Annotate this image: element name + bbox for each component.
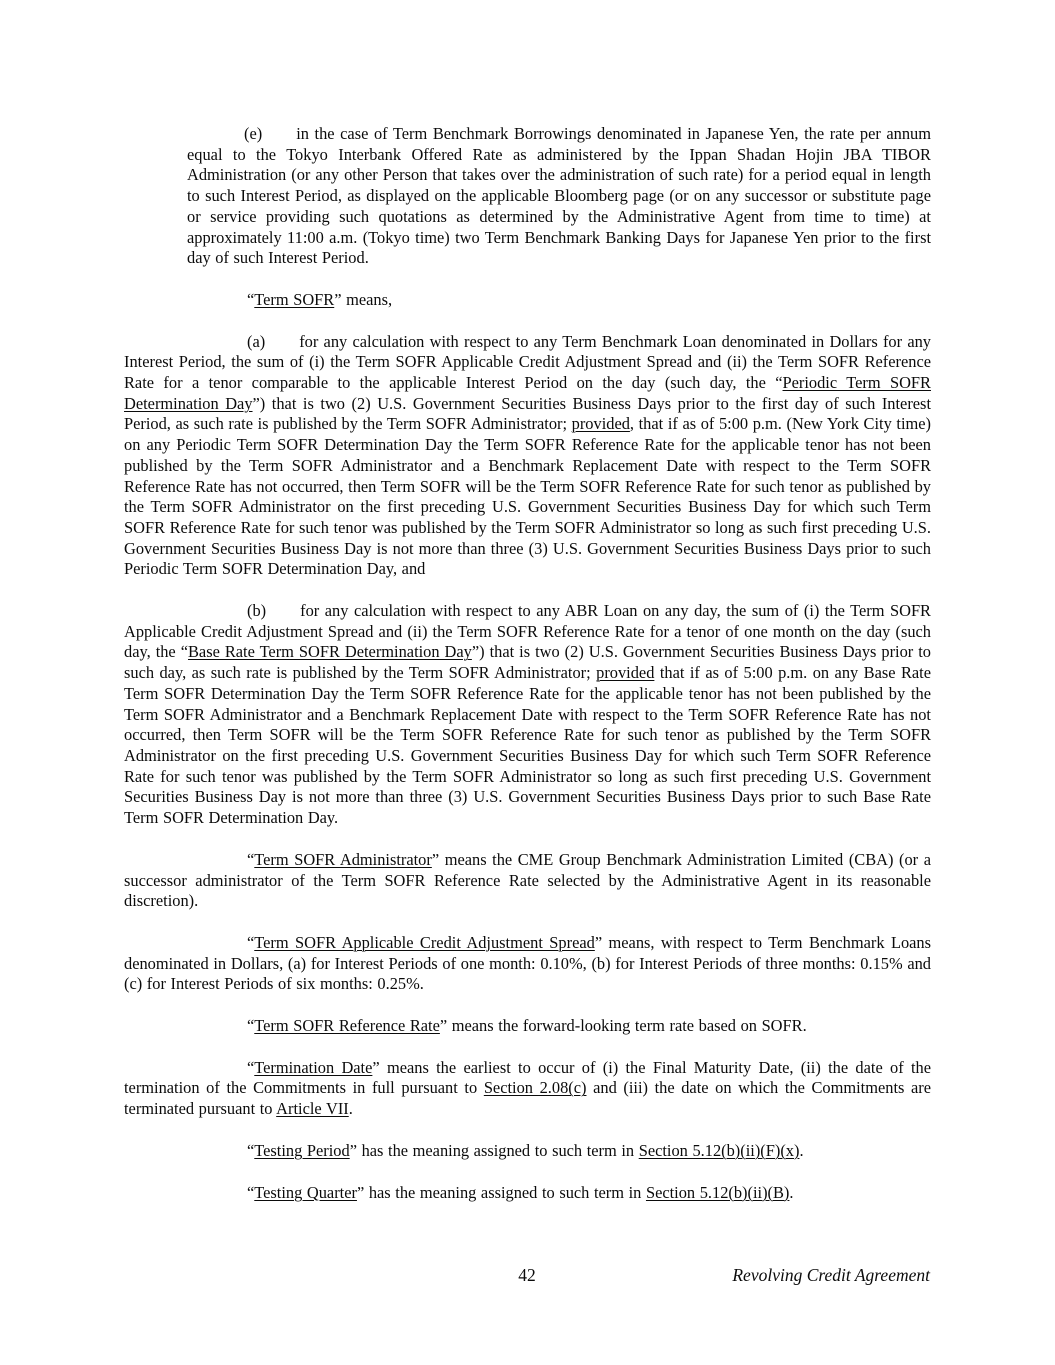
text-run: Termination Date bbox=[254, 1057, 373, 1077]
text-run: Term SOFR Applicable Credit Adjustment Spread bbox=[254, 932, 595, 952]
text-run: Section 5.12(b)(ii)(B) bbox=[645, 1182, 790, 1202]
paragraph bbox=[124, 850, 931, 912]
text-run: . bbox=[789, 1182, 794, 1202]
text-run: ”) that is two (2) U.S. Government Securities Business Days prior to the first day of such Interest Period, as such rate is published by the Term SOFR Administrator; bbox=[124, 393, 931, 434]
text-run: Periodic Term SOFR Determination Day bbox=[124, 373, 931, 413]
paragraph bbox=[124, 290, 931, 311]
text-run: “ bbox=[247, 849, 255, 869]
text-run: Article VII bbox=[276, 1099, 349, 1119]
text-run: that if as of 5:00 p.m. on any Base Rate Term SOFR Determination Day the Term SOFR Reference Rate for the applicable tenor has not been published by the Term SOFR Administrator and a Benchmark Replacement Date with respect to the Term SOFR Reference Rate has not occurred, then Term SOFR will be the Term SOFR Reference Rate for such tenor as published by the Term SOFR Administrator on the first preceding U.S. Government Securities Business Day for which such Term SOFR Reference Rate for such tenor was published by the Term SOFR Administrator so long as such first preceding U.S. Government Securities Business Day is not more than three (3) U.S. Government Securities Business Days prior to such Base Rate Term SOFR Determination Day. bbox=[124, 663, 931, 828]
paragraph bbox=[124, 1016, 931, 1037]
text-run: for any calculation with respect to any Term Benchmark Loan denominated in Dollars for any Interest Period, the sum of (i) the Term SOFR Applicable Credit Adjustment Spread and (ii) the Term SOFR Reference Rate for a tenor comparable to the applicable Interest Period on the day (such day, the “ bbox=[124, 331, 931, 393]
text-run: Section 2.08(c) bbox=[483, 1078, 587, 1098]
text-run: Section 5.12(b)(ii)(F)(x) bbox=[638, 1140, 800, 1160]
paragraph bbox=[124, 933, 931, 995]
text-run: for any calculation with respect to any ABR Loan on any day, the sum of (i) the Term SOFR Applicable Credit Adjustment Spread and (ii) the Term SOFR Reference Rate for a tenor of one month on the day (such day, the “ bbox=[124, 601, 931, 662]
text-run: “ bbox=[247, 1016, 255, 1036]
text-run: (a) bbox=[247, 331, 266, 351]
paragraph bbox=[124, 1141, 931, 1162]
text-run: and (iii) the date on which the Commitments are terminated pursuant to bbox=[124, 1078, 932, 1119]
text-run: “ bbox=[247, 289, 255, 309]
text-run: “ bbox=[247, 932, 255, 952]
text-run: “ bbox=[247, 1182, 255, 1202]
text-run: ” means the earliest to occur of (i) the Final Maturity Date, (ii) the date of the termination of the Commitments in full pursuant to bbox=[124, 1057, 931, 1098]
text-run: Term SOFR bbox=[254, 289, 335, 309]
paragraph bbox=[124, 1058, 931, 1120]
text-run: provided bbox=[571, 414, 630, 434]
text-run: in the case of Term Benchmark Borrowings denominated in Japanese Yen, the rate per annum equal to the Tokyo Interbank Offered Rate as administered by the Ippan Shadan Hojin JBA TIBOR Administration (or any other Person that takes over the administration of such rate) for a period equal in length to such Interest Period, as displayed on the applicable Bloomberg page (or on any successor or substitute page or service providing such quotations as determined by the Administrative Agent from time to time) at approximately 11:00 a.m. (Tokyo time) two Term Benchmark Banking Days for Japanese Yen prior to the first day of such Interest Period. bbox=[187, 124, 931, 268]
text-run: Testing Quarter bbox=[254, 1182, 357, 1202]
text-run: Term SOFR Administrator bbox=[254, 849, 432, 869]
text-run: ”) that is two (2) U.S. Government Securities Business Days prior to such day, as such rate is published by the Term SOFR Administrator; bbox=[124, 642, 932, 683]
text-run: Term SOFR Reference Rate bbox=[254, 1016, 440, 1036]
text-run: . bbox=[348, 1099, 353, 1119]
text-run: (b) bbox=[247, 601, 267, 621]
paragraph bbox=[124, 1183, 931, 1204]
paragraph bbox=[124, 332, 931, 580]
text-run: . bbox=[799, 1140, 804, 1160]
paragraph bbox=[187, 124, 931, 269]
text-run: ” means, with respect to Term Benchmark Loans denominated in Dollars, (a) for Interest Periods of one month: 0.10%, (b) for Interest Periods of three months: 0.15% and (c) for Interest Periods of six months: 0.25%. bbox=[124, 932, 931, 994]
text-run: ” means, bbox=[334, 289, 393, 309]
text-run: , that if as of 5:00 p.m. (New York City time) on any Periodic Term SOFR Determination Day the Term SOFR Reference Rate for the applicable tenor has not been published by the Term SOFR Administrator and a Benchmark Replacement Date with respect to the Term SOFR Reference Rate has not occurred, then Term SOFR will be the Term SOFR Reference Rate for such tenor as published by the Term SOFR Administrator on the first preceding U.S. Government Securities Business Day for which such Term SOFR Reference Rate for such tenor was published by the Term SOFR Administrator so long as such first preceding U.S. Government Securities Business Day is not more than three (3) U.S. Government Securities Business Days prior to such Periodic Term SOFR Determination Day, and bbox=[124, 414, 931, 579]
text-run: Base Rate Term SOFR Determination Day bbox=[187, 642, 472, 662]
text-run: “ bbox=[247, 1140, 255, 1160]
text-run: ” has the meaning assigned to such term in bbox=[349, 1140, 639, 1160]
footer-document-title: Revolving Credit Agreement bbox=[732, 1265, 930, 1285]
text-run: ” means the forward-looking term rate based on SOFR. bbox=[439, 1016, 807, 1036]
text-run: provided bbox=[596, 663, 655, 683]
text-run: Testing Period bbox=[254, 1140, 350, 1160]
text-run: ” means the CME Group Benchmark Administration Limited (CBA) (or a successor administrator of the Term SOFR Reference Rate selected by the Administrative Agent in its reasonable discretion). bbox=[124, 849, 931, 911]
page-number: 42 bbox=[518, 1265, 536, 1285]
text-run: ” has the meaning assigned to such term in bbox=[356, 1182, 646, 1202]
paragraph bbox=[124, 601, 931, 829]
text-run: (e) bbox=[244, 124, 263, 143]
document-body bbox=[124, 124, 931, 1224]
page-footer bbox=[124, 1264, 930, 1288]
text-run: “ bbox=[247, 1057, 255, 1077]
